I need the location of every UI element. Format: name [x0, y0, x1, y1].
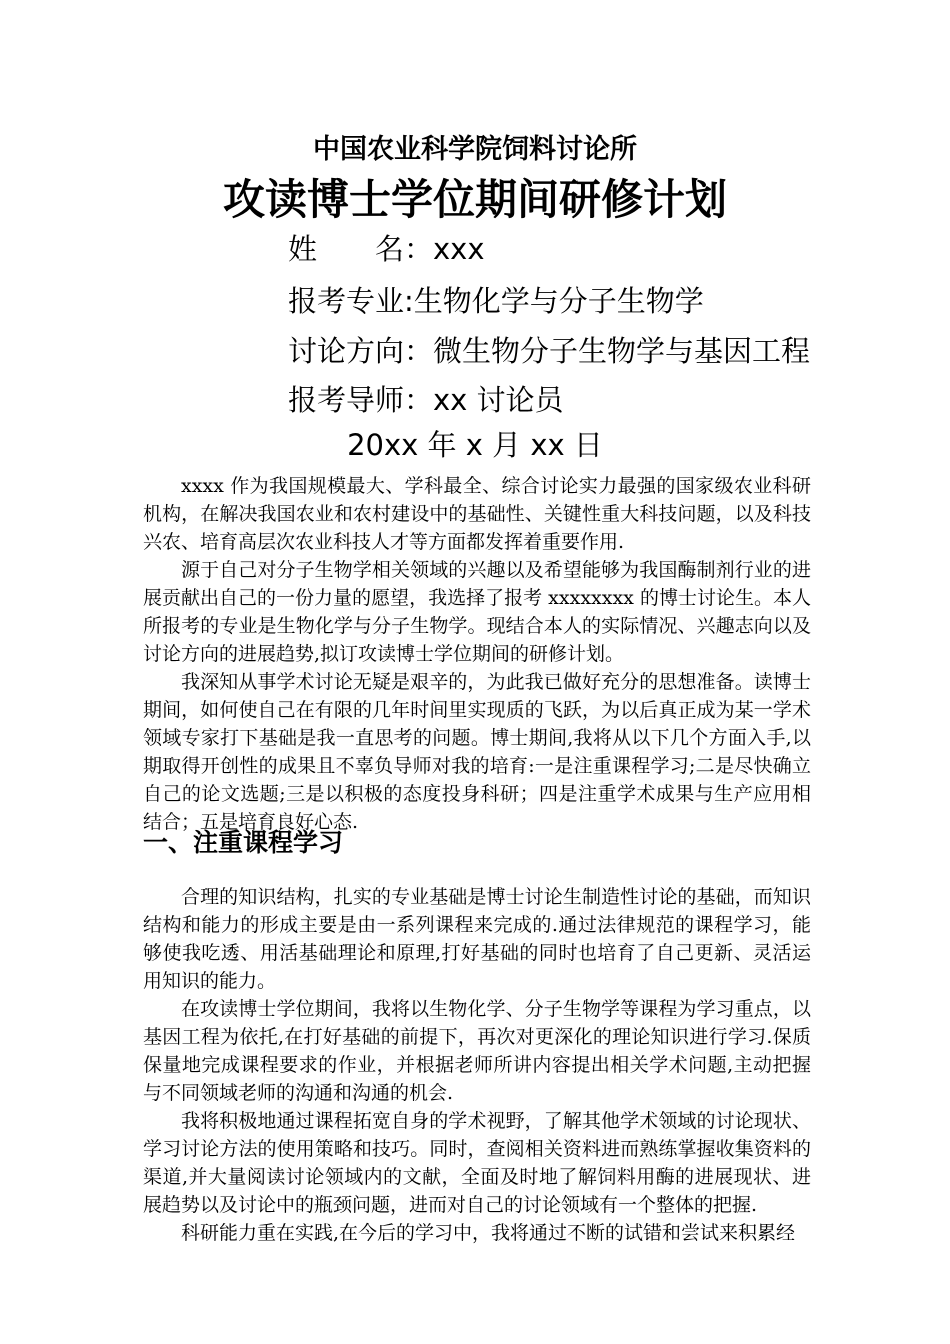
section-1-paragraph-4: 科研能力重在实践,在今后的学习中，我将通过不断的试错和尝试来积累经	[181, 1222, 796, 1244]
direction-label: 讨论方向：	[288, 334, 434, 368]
intro-section	[143, 472, 811, 836]
advisor-value: xx 讨论员	[433, 383, 564, 417]
intro-paragraph-2: 源于自己对分子生物学相关领域的兴趣以及希望能够为我国酶制剂行业的进展贡献出自己的一份力量的愿望，我选择了报考 xxxxxxxx 的博士讨论生。本人所报考的专业是生物化学与分子生物学。现结合本人的实际情况、兴趣志向以及讨论方向的进展趋势,拟订攻读博士学位期间的研修计划。	[143, 559, 811, 665]
info-major-line	[288, 281, 704, 321]
major-value: 生物化学与分子生物学	[413, 284, 704, 318]
info-direction-line	[288, 331, 810, 371]
section-1-paragraph-2: 在攻读博士学位期间，我将以生物化学、分子生物学等课程为学习重点，以基因工程为依托,在打好基础的前提下，再次对更深化的理论知识进行学习.保质保量地完成课程要求的作业，并根据老师所讲内容提出相关学术问题,主动把握与不同领域老师的沟通和沟通的机会.	[143, 998, 811, 1104]
section-1-body	[143, 883, 811, 1247]
intro-paragraph-1: xxxx 作为我国规模最大、学科最全、综合讨论实力最强的国家级农业科研机构，在解决我国农业和农村建设中的基础性、关键性重大科技问题，以及科技兴农、培育高层次农业科技人才等方面都发挥着重要作用.	[143, 475, 811, 553]
document-title: 攻读博士学位期间研修计划	[222, 175, 727, 224]
name-value: xxx	[433, 232, 485, 266]
info-advisor-line	[288, 380, 564, 420]
major-label: 报考专业:	[288, 284, 414, 318]
section-1-paragraph-3: 我将积极地通过课程拓宽自身的学术视野，了解其他学术领域的讨论现状、学习讨论方法的使用策略和技巧。同时，查阅相关资料进而熟练掌握收集资料的渠道,并大量阅读讨论领域内的文献，全面及时地了解饲料用酶的进展现状、进展趋势以及讨论中的瓶颈问题，进而对自己的讨论领域有一个整体的把握.	[143, 1110, 811, 1216]
section-1-paragraph-1: 合理的知识结构，扎实的专业基础是博士讨论生制造性讨论的基础，而知识结构和能力的形成主要是由一系列课程来完成的.通过法律规范的课程学习，能够使我吃透、用活基础理论和原理,打好基础的同时也培育了自己更新、灵活运用知识的能力。	[143, 886, 811, 992]
direction-value: 微生物分子生物学与基因工程	[433, 334, 811, 368]
organization-title: 中国农业科学院饲料讨论所	[313, 134, 637, 165]
section-1-heading: 一、注重课程学习	[143, 828, 344, 857]
info-name-line	[288, 229, 485, 269]
document-date: 20xx 年 x 月 xx 日	[347, 428, 603, 462]
intro-paragraph-3: 我深知从事学术讨论无疑是艰辛的，为此我已做好充分的思想准备。读博士期间，如何使自己在有限的几年时间里实现质的飞跃，为以后真正成为某一学术领域专家打下基础是我一直思考的问题。博士期间,我将从以下几个方面入手,以期取得开创性的成果且不辜负导师对我的培育:一是注重课程学习;二是尽快确立自己的论文选题;三是以积极的态度投身科研；四是注重学术成果与生产应用相结合；五是培育良好心态.	[143, 671, 811, 833]
advisor-label: 报考导师：	[288, 383, 434, 417]
name-label: 姓 名：	[288, 232, 434, 266]
